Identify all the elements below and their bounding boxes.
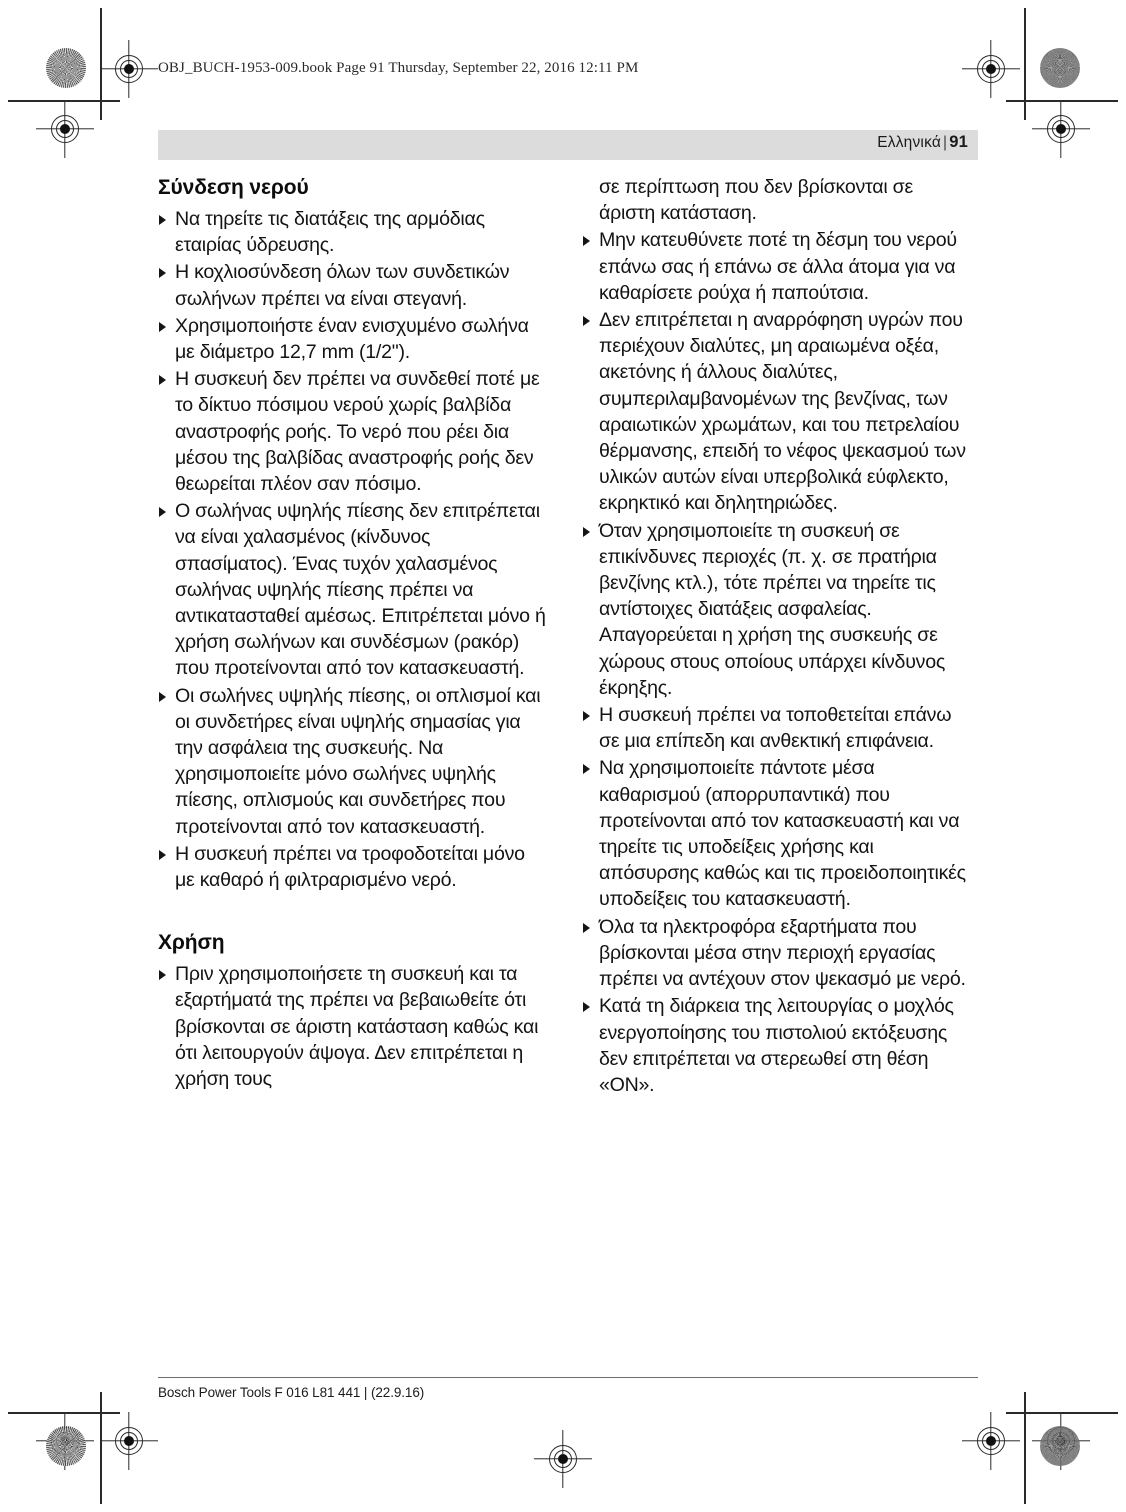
crop-line-left-top-horizontal [8,100,120,102]
list-item: Δεν επιτρέπεται η αναρρόφηση υγρών που περιέχουν διαλύτες, μη αραιωμένα οξέα, ακετόνης ή άλλους διαλύτες, συμπεριλαμβανομένων της βενζίνας, των αραιωτικών χρωμάτων, και του πετρελαίου θέρμανσης, επειδή το νέφος ψεκασμού των υλικών αυτών είναι υπερβολικά εύφλεκτο, εκρηκτικό και δηλητηριώδες. [582,307,970,517]
list-item: Κατά τη διάρκεια της λειτουργίας ο μοχλός ενεργοποίησης του πιστολιού εκτόξευσης δεν επιτρέπεται να στερεωθεί στη θέση «ON». [582,993,970,1098]
list-item: Να τηρείτε τις διατάξεις της αρμόδιας εταιρίας ύδρευσης. [158,206,546,258]
running-head-language: Ελληνικά [877,134,941,151]
list-item: Οι σωλήνες υψηλής πίεσης, οι οπλισμοί και οι συνδετήρες είναι υψηλής σημασίας για την ασφάλεια της συσκευής. Να χρησιμοποιείτε μόνο σωλήνες υψηλής πίεσης, οπλισμούς και συνδετήρες που προτείνονται από τον κατασκευαστή. [158,683,546,840]
crop-line-left-bottom-horizontal [8,1412,120,1414]
list-item: Μην κατευθύνετε ποτέ τη δέσμη του νερού επάνω σας ή επάνω σε άλλα άτομα για να καθαρίσετε ρούχα ή παπούτσια. [582,227,970,306]
registration-mark-bottom-right [962,1412,1020,1470]
left-column [158,174,546,1093]
list-item: Χρησιμοποιήστε έναν ενισχυμένο σωλήνα με διάμετρο 12,7 mm (1/2"). [158,313,546,365]
list-item: Όταν χρησιμοποιείτε τη συσκευή σε επικίνδυνες περιοχές (π. χ. σε πρατήρια βενζίνης κτλ.), τότε πρέπει να τηρείτε τις αντίστοιχες διατάξεις ασφαλείας. Απαγορεύεται η χρήση της συσκευής σε χώρους στους οποίους υπάρχει κίνδυνος έκρηξης. [582,518,970,701]
crop-line-right-top-horizontal [1006,100,1118,102]
list-item: Η κοχλιοσύνδεση όλων των συνδετικών σωλήνων πρέπει να είναι στεγανή. [158,259,546,311]
footer-rule [158,1377,978,1378]
color-target-bottom-left [46,1426,86,1466]
crop-line-top-left-vertical [100,8,102,120]
color-target-top-right [1040,48,1080,88]
footer-text: Bosch Power Tools F 016 L81 441 | (22.9.16) [158,1385,425,1400]
two-column-layout [158,174,978,1099]
crop-line-bottom-right-vertical [1024,1392,1026,1504]
registration-mark-right-lower [1032,1412,1090,1470]
document-header-line: OBJ_BUCH-1953-009.book Page 91 Thursday, September 22, 2016 12:11 PM [158,60,639,76]
color-target-bottom-right [1040,1426,1080,1466]
crop-line-bottom-left-vertical [100,1392,102,1504]
color-target-top-left [46,48,86,88]
left-column-bullet-list [158,206,546,893]
running-head-text [877,133,968,152]
list-item: Η συσκευή δεν πρέπει να συνδεθεί ποτέ με το δίκτυο πόσιμου νερού χωρίς βαλβίδα αναστροφής ροής. Το νερό που ρέει δια μέσου της βαλβίδας αναστροφής ροής δεν θεωρείται πλέον σαν πόσιμο. [158,366,546,497]
left-column-bullet-list-usage [158,961,546,1092]
registration-mark-left-lower [36,1412,94,1470]
running-head-separator: | [943,134,948,151]
continuation-paragraph: σε περίπτωση που δεν βρίσκονται σε άριστη κατάσταση. [599,176,913,225]
registration-mark-top-left [100,40,158,98]
section-title-water-connection: Σύνδεση νερού [158,176,309,199]
registration-mark-bottom-left [100,1412,158,1470]
list-item: Η συσκευή πρέπει να τροφοδοτείται μόνο με καθαρό ή φιλτραρισμένο νερό. [158,841,546,893]
list-item: Ο σωλήνας υψηλής πίεσης δεν επιτρέπεται να είναι χαλασμένος (κίνδυνος σπασίματος). Ένας τυχόν χαλασμένος σωλήνας υψηλής πίεσης πρέπει να αντικατασταθεί αμέσως. Επιτρέπεται μόνο ή χρήση σωλήνων και συνδέσμων (ρακόρ) που προτείνονται από τον κατασκευαστή. [158,498,546,681]
right-column [582,174,970,1099]
list-item: Να χρησιμοποιείτε πάντοτε μέσα καθαρισμού (απορρυπαντικά) που προτείνονται από τον κατασκευαστή και να τηρείτε τις υποδείξεις χρήσης και απόσυρσης καθώς και τις προειδοποιητικές υποδείξεις του κατασκευαστή. [582,755,970,912]
right-column-bullet-list [582,174,970,1098]
registration-mark-bottom-center [534,1430,592,1488]
page-body [158,130,978,1400]
registration-mark-top-right [962,40,1020,98]
page-number: 91 [949,133,968,151]
list-item: Πριν χρησιμοποιήσετε τη συσκευή και τα εξαρτήματά της πρέπει να βεβαιωθείτε ότι βρίσκονται σε άριστη κατάσταση καθώς και ότι λειτουργούν άψογα. Δεν επιτρέπεται η χρήση τους [158,961,546,1092]
registration-mark-left-upper [36,100,94,158]
section-title-usage: Χρήση [158,931,225,955]
running-head [158,130,978,160]
registration-mark-right-upper [1032,100,1090,158]
list-item: Όλα τα ηλεκτροφόρα εξαρτήματα που βρίσκονται μέσα στην περιοχή εργασίας πρέπει να αντέχουν στον ψεκασμό με νερό. [582,914,970,993]
list-item: Η συσκευή πρέπει να τοποθετείται επάνω σε μια επίπεδη και ανθεκτική επιφάνεια. [582,702,970,754]
crop-line-top-right-vertical [1024,8,1026,120]
crop-line-right-bottom-horizontal [1006,1412,1118,1414]
page-footer [158,1377,978,1400]
